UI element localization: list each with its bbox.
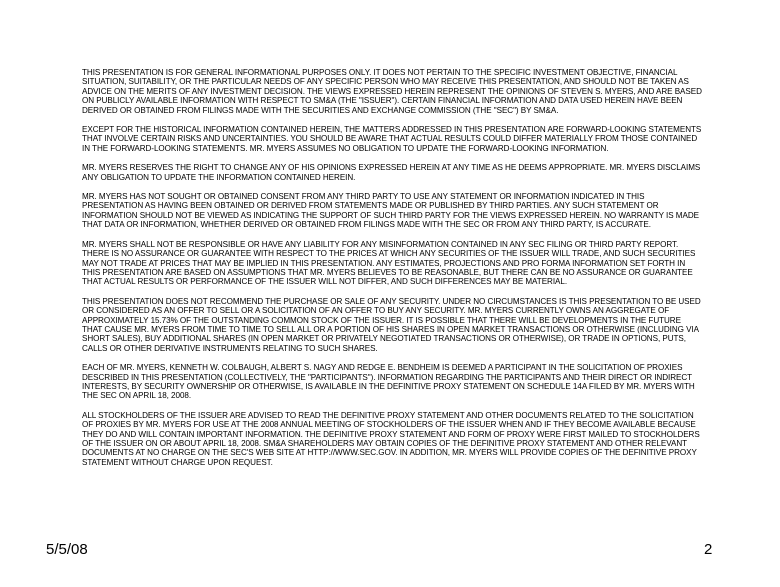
page-number: 2 — [704, 541, 713, 558]
disclaimer-paragraph-third-party-consent: MR. MYERS HAS NOT SOUGHT OR OBTAINED CONSENT FROM ANY THIRD PARTY TO USE ANY STATEMENT OR INFORMATION INDICATED IN THIS PRESENTATION AS HAVING BEEN OBTAINED OR DERIVED FROM STATEMENTS MADE OR PUBLISHED BY THIRD PARTIES. ANY SUCH STATEMENT OR INFORMATION SHOULD NOT BE VIEWED AS INDICATING THE SUPPORT OF SUCH THIRD PARTY FOR THE VIEWS EXPRESSED HEREIN. NO WARRANTY IS MADE THAT DATA OR INFORMATION, WHETHER DERIVED OR OBTAINED FROM FILINGS MADE WITH THE SEC OR FROM ANY THIRD PARTY, IS ACCURATE. — [82, 192, 699, 230]
disclaimer-paragraph-no-liability: MR. MYERS SHALL NOT BE RESPONSIBLE OR HAVE ANY LIABILITY FOR ANY MISINFORMATION CONTAINED IN ANY SEC FILING OR THIRD PARTY REPORT. THERE IS NO ASSURANCE OR GUARANTEE WITH RESPECT TO THE PRICES AT WHICH ANY SECURITIES OF THE ISSUER WILL TRADE, AND SUCH SECURITIES MAY NOT TRADE AT PRICES THAT MAY BE IMPLIED IN THIS PRESENTATION. ANY ESTIMATES, PROJECTIONS AND PRO FORMA INFORMATION SET FORTH IN THIS PRESENTATION ARE BASED ON ASSUMPTIONS THAT MR. MYERS BELIEVES TO BE REASONABLE, BUT THERE CAN BE NO ASSURANCE OR GUARANTEE THAT ACTUAL RESULTS OR PERFORMANCE OF THE ISSUER WILL NOT DIFFER, AND SUCH DIFFERENCES MAY BE MATERIAL. — [82, 239, 696, 287]
disclaimer-paragraph-participants: EACH OF MR. MYERS, KENNETH W. COLBAUGH, ALBERT S. NAGY AND REDGE E. BENDHEIM IS DEEMED A PARTICIPANT IN THE SOLICITATION OF PROXIES DESCRIBED IN THIS PRESENTATION (COLLECTIVELY, THE "PARTICIPANTS"). INFORMATION REGARDING THE PARTICIPANTS AND THEIR DIRECT OR INDIRECT INTERESTS, BY SECURITY OWNERSHIP OR OTHERWISE, IS AVAILABLE IN THE DEFINITIVE PROXY STATEMENT ON SCHEDULE 14A FILED BY MR. MYERS WITH THE SEC ON APRIL 18, 2008. — [82, 363, 695, 401]
disclaimer-paragraph-no-recommendation: THIS PRESENTATION DOES NOT RECOMMEND THE PURCHASE OR SALE OF ANY SECURITY. UNDER NO CIRCUMSTANCES IS THIS PRESENTATION TO BE USED OR CONSIDERED AS AN OFFER TO SELL OR A SOLICITATION OF AN OFFER TO BUY ANY SECURITY. MR. MYERS CURRENTLY OWNS AN AGGREGATE OF APPROXIMATELY 15.73% OF THE OUTSTANDING COMMON STOCK OF THE ISSUER. IT IS POSSIBLE THAT THERE WILL BE DEVELOPMENTS IN THE FUTURE THAT CAUSE MR. MYERS FROM TIME TO TIME TO SELL ALL OR A PORTION OF HIS SHARES IN OPEN MARKET TRANSACTIONS OR OTHERWISE (INCLUDING VIA SHORT SALES), BUY ADDITIONAL SHARES (IN OPEN MARKET OR PRIVATELY NEGOTIATED TRANSACTIONS OR OTHERWISE), OR TRADE IN OPTIONS, PUTS, CALLS OR OTHER DERIVATIVE INSTRUMENTS RELATING TO SUCH SHARES. — [82, 296, 701, 353]
disclaimer-paragraph-change-opinions: MR. MYERS RESERVES THE RIGHT TO CHANGE ANY OF HIS OPINIONS EXPRESSED HEREIN AT ANY TIME AS HE DEEMS APPROPRIATE. MR. MYERS DISCLAIMS ANY OBLIGATION TO UPDATE THE INFORMATION CONTAINED HEREIN. — [82, 163, 701, 182]
disclaimer-paragraph-stockholders-advice: ALL STOCKHOLDERS OF THE ISSUER ARE ADVISED TO READ THE DEFINITIVE PROXY STATEMENT AND OTHER DOCUMENTS RELATED TO THE SOLICITATION OF PROXIES BY MR. MYERS FOR USE AT THE 2008 ANNUAL MEETING OF STOCKHOLDERS OF THE ISSUER WHEN AND IF THEY BECOME AVAILABLE BECAUSE THEY DO AND WILL CONTAIN IMPORTANT INFORMATION. THE DEFINITIVE PROXY STATEMENT AND FORM OF PROXY WERE FIRST MAILED TO STOCKHOLDERS OF THE ISSUER ON OR ABOUT APRIL 18, 2008. SM&A SHAREHOLDERS MAY OBTAIN COPIES OF THE DEFINITIVE PROXY STATEMENT AND OTHER RELEVANT DOCUMENTS AT NO CHARGE ON THE SEC'S WEB SITE AT HTTP://WWW.SEC.GOV. IN ADDITION, MR. MYERS WILL PROVIDE COPIES OF THE DEFINITIVE PROXY STATEMENT WITHOUT CHARGE UPON REQUEST. — [82, 410, 700, 467]
disclaimer-paragraph-forward-looking: EXCEPT FOR THE HISTORICAL INFORMATION CONTAINED HEREIN, THE MATTERS ADDRESSED IN THIS PRESENTATION ARE FORWARD-LOOKING STATEMENTS THAT INVOLVE CERTAIN RISKS AND UNCERTAINTIES. YOU SHOULD BE AWARE THAT ACTUAL RESULTS COULD DIFFER MATERIALLY FROM THOSE CONTAINED IN THE FORWARD-LOOKING STATEMENTS. MR. MYERS ASSUMES NO OBLIGATION TO UPDATE THE FORWARD-LOOKING INFORMATION. — [82, 125, 702, 153]
disclaimer-paragraph-general-info: THIS PRESENTATION IS FOR GENERAL INFORMATIONAL PURPOSES ONLY. IT DOES NOT PERTAIN TO THE SPECIFIC INVESTMENT OBJECTIVE, FINANCIAL SITUATION, SUITABILITY, OR THE PARTICULAR NEEDS OF ANY SPECIFIC PERSON WHO MAY RECEIVE THIS PRESENTATION, AND SHOULD NOT BE TAKEN AS ADVICE ON THE MERITS OF ANY INVESTMENT DECISION. THE VIEWS EXPRESSED HEREIN REPRESENT THE OPINIONS OF STEVEN S. MYERS, AND ARE BASED ON PUBLICLY AVAILABLE INFORMATION WITH RESPECT TO SM&A (THE "ISSUER"). CERTAIN FINANCIAL INFORMATION AND DATA USED HEREIN HAVE BEEN DERIVED OR OBTAINED FROM FILINGS MADE WITH THE SECURITIES AND EXCHANGE COMMISSION (THE "SEC") BY SM&A. — [82, 68, 702, 115]
footer-date: 5/5/08 — [46, 541, 88, 558]
disclaimer-text-block — [82, 68, 702, 477]
